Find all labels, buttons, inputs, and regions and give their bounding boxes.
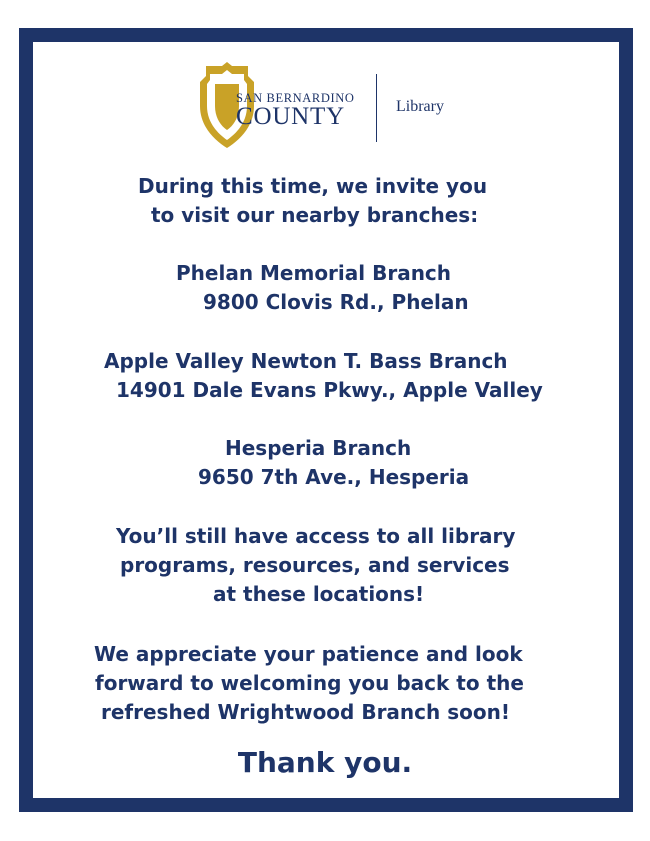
appreciation-line-3: refreshed Wrightwood Branch soon! bbox=[101, 700, 510, 724]
access-line-1: You’ll still have access to all library bbox=[116, 524, 516, 548]
branch-address: 9650 7th Ave., Hesperia bbox=[198, 465, 470, 489]
access-line-2: programs, resources, and services bbox=[120, 553, 510, 577]
county-name-large: COUNTY bbox=[236, 103, 345, 130]
appreciation-line-2: forward to welcoming you back to the bbox=[95, 671, 524, 695]
closing-thank-you: Thank you. bbox=[237, 746, 413, 779]
branch-name: Apple Valley Newton T. Bass Branch bbox=[104, 349, 508, 373]
department-label: Library bbox=[396, 98, 444, 115]
appreciation-line-1: We appreciate your patience and look bbox=[94, 642, 523, 666]
intro-line-2: to visit our nearby branches: bbox=[151, 203, 479, 227]
county-library-logo bbox=[196, 62, 466, 150]
access-line-3: at these locations! bbox=[213, 582, 425, 606]
branch-name: Hesperia Branch bbox=[225, 436, 412, 460]
logo-divider bbox=[376, 74, 377, 142]
branch-name: Phelan Memorial Branch bbox=[176, 261, 452, 285]
intro-line-1: During this time, we invite you bbox=[138, 174, 488, 198]
county-name-small: SAN BERNARDINO bbox=[236, 91, 355, 105]
branch-address: 14901 Dale Evans Pkwy., Apple Valley bbox=[116, 378, 543, 402]
branch-address: 9800 Clovis Rd., Phelan bbox=[203, 290, 469, 314]
